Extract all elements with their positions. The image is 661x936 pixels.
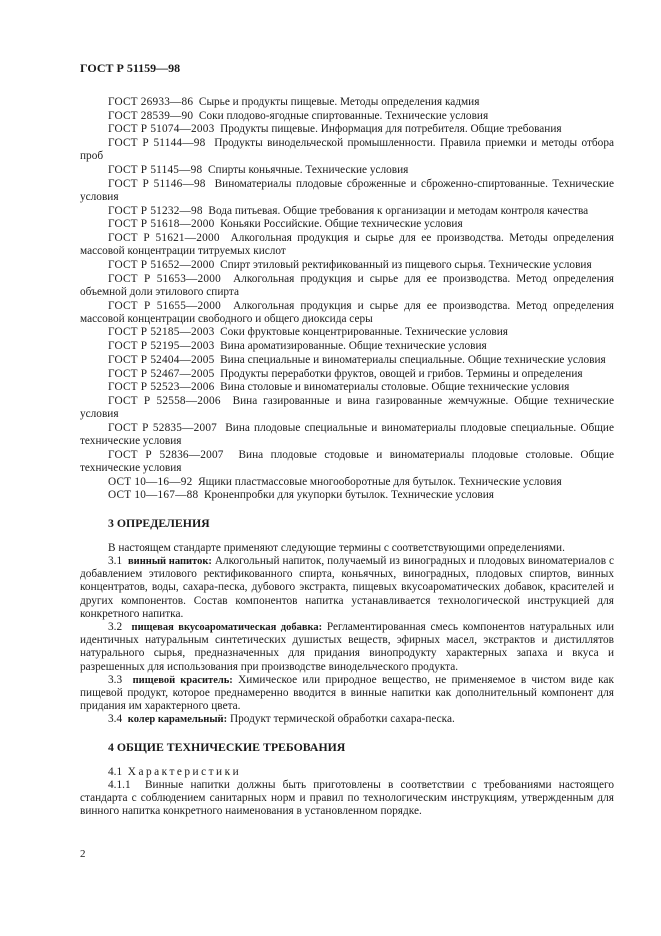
reference-item xyxy=(80,205,614,218)
definition-number: 3.4 xyxy=(108,713,123,726)
definition-text: Алкогольный напиток, получаемый из виноградных и плодовых виноматериалов с добавлением этилового ректификованного спирта, коньячных, виноградных, плодовых спиртов, винных концентратов, воды, сахара-песка, дубового экстракта, пищевых вкусоароматических добавок, красителей и других компонентов. Состав компонентов напитка устанавливается технологической инструкцией для конкретного напитка. xyxy=(80,555,615,620)
definition-text: Химическое или природное вещество, не применяемое в чистом виде как пищевой продукт, которое преднамеренно вводится в винные напитки как дополнительный компонент для придания им характерного цвета. xyxy=(80,673,614,713)
reference-item xyxy=(80,137,614,163)
reference-item xyxy=(80,489,614,502)
subsection-4-1 xyxy=(80,766,614,779)
reference-item xyxy=(80,259,614,272)
reference-code: ГОСТ Р 51653—2000 xyxy=(108,272,221,285)
reference-text: Вина плодовые специальные и виноматериалы плодовые специальные. Общие технические условия xyxy=(80,421,614,448)
reference-item xyxy=(80,218,614,231)
reference-item xyxy=(80,178,614,204)
reference-item xyxy=(80,395,614,421)
reference-text: Вина газированные и вина газированные жемчужные. Общие технические условия xyxy=(80,394,614,421)
reference-item xyxy=(80,381,614,394)
reference-text: Вина ароматизированные. Общие технические условия xyxy=(220,340,487,353)
reference-code: ГОСТ Р 51145—98 xyxy=(108,164,203,177)
reference-text: Спирты коньячные. Технические условия xyxy=(208,164,409,177)
reference-text: Кроненпробки для укупорки бутылок. Технические условия xyxy=(203,489,494,502)
reference-text: Вина столовые и виноматериалы столовые. Общие технические условия xyxy=(220,381,570,394)
section-4-heading: 4 ОБЩИЕ ТЕХНИЧЕСКИЕ ТРЕБОВАНИЯ xyxy=(108,739,346,754)
reference-code: ГОСТ 28539—90 xyxy=(108,109,194,122)
paragraph-number: 4.1.1 xyxy=(108,779,131,792)
definition-number: 3.2 xyxy=(108,621,123,634)
reference-text: Продукты винодельческой промышленности. Правила приемки и методы отбора проб xyxy=(80,137,614,163)
reference-item xyxy=(80,368,614,381)
reference-text: Сырье и продукты пищевые. Методы определения кадмия xyxy=(198,96,480,108)
definition-3-4 xyxy=(80,713,614,726)
reference-text: Спирт этиловый ректификованный из пищевого сырья. Технические условия xyxy=(220,258,592,271)
definition-text: Регламентированная смесь компонентов натуральных или идентичных натуральным синтетических душистых веществ, эфирных масел, экстрактов и дистиллятов натурального сырья, предназначенных для придания винопродукту характерных запаха и вкуса и разрешенных для использования при производстве винодельческого продукта. xyxy=(80,621,615,673)
paragraph-4-1-1 xyxy=(80,779,614,819)
reference-text: Вина специальные и виноматериалы специальные. Общие технические условия xyxy=(220,353,606,366)
reference-item xyxy=(80,232,614,258)
reference-item xyxy=(80,354,614,367)
reference-text: Коньяки Российские. Общие технические условия xyxy=(220,218,463,231)
reference-code: ГОСТ Р 52835—2007 xyxy=(108,421,218,434)
reference-code: ГОСТ Р 51652—2000 xyxy=(108,258,215,271)
reference-code: ГОСТ Р 51144—98 xyxy=(108,137,206,150)
reference-text: Алкогольная продукция и сырье для ее производства. Метод определения объемной доли этилового спирта xyxy=(80,272,614,298)
reference-text: Соки плодово-ягодные спиртованные. Технические условия xyxy=(198,109,489,122)
subsection-title: Характеристики xyxy=(127,765,242,778)
reference-text: Ящики пластмассовые многооборотные для бутылок. Технические условия xyxy=(198,475,562,488)
reference-code: ГОСТ Р 51232—98 xyxy=(108,204,203,217)
reference-code: ГОСТ Р 51618—2000 xyxy=(108,218,215,231)
definition-number: 3.1 xyxy=(108,555,123,567)
reference-text: Вина плодовые стодовые и виноматериалы плодовые столовые. Общие технические условия xyxy=(80,448,614,474)
reference-item xyxy=(80,449,614,475)
normative-references-list xyxy=(80,96,614,503)
definition-term: пищевая вкусоароматическая добавка: xyxy=(131,622,323,634)
definition-term: пищевой краситель: xyxy=(132,674,233,686)
reference-code: ГОСТ Р 52523—2006 xyxy=(108,381,215,394)
reference-item xyxy=(80,96,614,109)
reference-code: ГОСТ Р 52195—2003 xyxy=(108,340,215,353)
reference-text: Продукты пищевые. Информация для потребителя. Общие требования xyxy=(220,123,562,136)
reference-item xyxy=(80,123,614,136)
definition-3-1 xyxy=(80,555,614,621)
reference-code: ГОСТ Р 52836—2007 xyxy=(108,448,224,461)
reference-text: Алкогольная продукция и сырье для ее производства. Метод определения массовой концентрации свободного и общего диоксида серы xyxy=(80,299,614,325)
reference-item xyxy=(80,422,614,448)
reference-code: ГОСТ Р 51655—2000 xyxy=(108,299,221,312)
reference-item xyxy=(80,476,614,489)
reference-item xyxy=(80,164,614,177)
reference-text: Соки фруктовые концентрированные. Технические условия xyxy=(220,326,508,339)
reference-code: ГОСТ Р 52558—2006 xyxy=(108,394,221,407)
document-body xyxy=(80,96,614,819)
reference-code: ОСТ 10—167—88 xyxy=(108,489,199,502)
page-number: 2 xyxy=(80,848,86,860)
section-3-intro: В настоящем стандарте применяют следующие термины с соответствующими определениями. xyxy=(108,541,565,554)
reference-item xyxy=(80,326,614,339)
definition-3-2 xyxy=(80,621,614,674)
reference-code: ГОСТ Р 51146—98 xyxy=(108,177,206,190)
reference-text: Продукты переработки фруктов, овощей и грибов. Термины и определения xyxy=(220,367,583,380)
definition-3-3 xyxy=(80,674,614,714)
reference-text: Виноматериалы плодовые сброженные и сброженно-спиртованные. Технические условия xyxy=(80,177,614,203)
reference-text: Алкогольная продукция и сырье для ее производства. Методы определения массовой концентрации титруемых кислот xyxy=(80,232,614,258)
document-header: ГОСТ Р 51159—98 xyxy=(80,61,181,75)
paragraph-text: Винные напитки должны быть приготовлены в соответствии с требованиями настоящего стандарта с соблюдением санитарных норм и правил по технологическим инструкциям, утвержденным для винного напитка конкретного наименования в установленном порядке. xyxy=(80,779,614,818)
reference-code: ОСТ 10—16—92 xyxy=(108,475,193,488)
definition-term: винный напиток: xyxy=(128,556,212,567)
subsection-number: 4.1 xyxy=(108,765,123,778)
reference-item xyxy=(80,340,614,353)
reference-item xyxy=(80,300,614,326)
reference-item xyxy=(80,110,614,123)
definition-term: колер карамельный: xyxy=(127,714,228,726)
reference-code: ГОСТ Р 52467—2005 xyxy=(108,367,215,380)
reference-code: ГОСТ Р 51074—2003 xyxy=(108,123,215,136)
reference-text: Вода питьевая. Общие требования к организации и методам контроля качества xyxy=(208,204,589,217)
definition-text: Продукт термической обработки сахара-песка. xyxy=(229,713,455,726)
reference-code: ГОСТ Р 51621—2000 xyxy=(108,232,220,245)
section-3-heading: 3 ОПРЕДЕЛЕНИЯ xyxy=(108,515,210,530)
definition-number: 3.3 xyxy=(108,673,123,686)
reference-code: ГОСТ Р 52404—2005 xyxy=(108,353,215,366)
reference-item xyxy=(80,273,614,299)
reference-code: ГОСТ Р 52185—2003 xyxy=(108,326,215,339)
reference-code: ГОСТ 26933—86 xyxy=(108,96,194,108)
